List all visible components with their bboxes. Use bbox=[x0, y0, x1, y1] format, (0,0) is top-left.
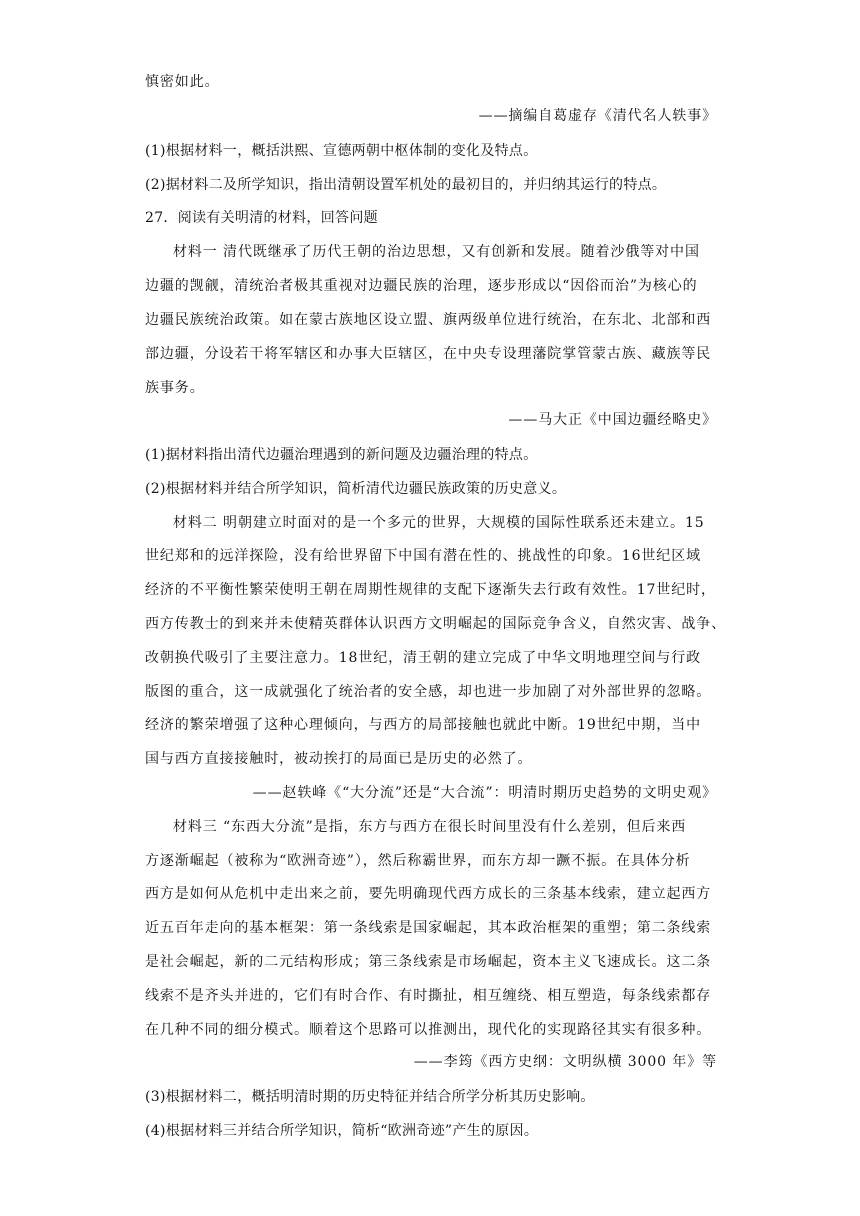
question-1: (1)根据材料一，概括洪熙、宣德两朝中枢体制的变化及特点。 bbox=[145, 143, 538, 159]
material-1-line: 部边疆，分设若干将军辖区和办事大臣辖区，在中央专设理藩院掌管蒙古族、藏族等民 bbox=[145, 346, 712, 362]
material-3-line: 西方是如何从危机中走出来之前，要先明确现代西方成长的三条基本线索，建立起西方 bbox=[145, 886, 712, 902]
material-3-source: ——李筠《西方史纲：文明纵横 3000 年》等 bbox=[413, 1054, 717, 1070]
material-1-line: 材料一 清代既继承了历代王朝的治边思想，又有创新和发展。随着沙俄等对中国 bbox=[173, 244, 700, 260]
material-2-source: ——赵轶峰《“大分流”还是“大合流”：明清时期历史趋势的文明史观》 bbox=[252, 785, 717, 801]
material-1-line: 族事务。 bbox=[145, 380, 205, 396]
material-2-line: 改朝换代吸引了主要注意力。18世纪，清王朝的建立完成了中华文明地理空间与行政 bbox=[145, 650, 702, 666]
material-2-line: 经济的繁荣增强了这种心理倾向，与西方的局部接触也就此中断。19世纪中期，当中 bbox=[145, 717, 702, 733]
material-3-line: 在几种不同的细分模式。顺着这个思路可以推测出，现代化的实现路径其实有很多种。 bbox=[145, 1022, 712, 1038]
material-2-line: 世纪郑和的远洋探险，没有给世界留下中国有潜在性的、挑战性的印象。16世纪区域 bbox=[145, 548, 702, 564]
material-3-line: 材料三 “东西大分流”是指，东方与西方在很长时间里没有什么差别，但后来西 bbox=[173, 819, 687, 835]
question-27-2: (2)根据材料并结合所学知识，简析清代边疆民族政策的历史意义。 bbox=[145, 481, 567, 497]
prev-material-tail: 慎密如此。 bbox=[145, 74, 220, 90]
question-27-1: (1)据材料指出清代边疆治理遇到的新问题及边疆治理的特点。 bbox=[145, 447, 538, 463]
material-3-line: 线索不是齐头并进的，它们有时合作、有时撕扯，相互缠绕、相互塑造，每条线索都存 bbox=[145, 988, 712, 1004]
material-2-line: 材料二 明朝建立时面对的是一个多元的世界，大规模的国际性联系还未建立。15 bbox=[173, 515, 705, 531]
material-3-line: 近五百年走向的基本框架：第一条线索是国家崛起，其本政治框架的重塑；第二条线索 bbox=[145, 920, 712, 936]
material-3-line: 方逐渐崛起（被称为“欧洲奇迹”），然后称霸世界，而东方却一蹶不振。在具体分析 bbox=[145, 853, 691, 869]
material-2-line: 国与西方直接接触时，被动挨打的局面已是历史的必然了。 bbox=[145, 751, 533, 767]
material-1-line: 边疆民族统治政策。如在蒙古族地区设立盟、旗两级单位进行统治，在东北、北部和西 bbox=[145, 312, 712, 328]
question-2: (2)据材料二及所学知识，指出清朝设置军机处的最初目的，并归纳其运行的特点。 bbox=[145, 177, 667, 193]
material-1-source: ——马大正《中国边疆经略史》 bbox=[508, 412, 717, 428]
prev-material-source: ——摘编自葛虚存《清代名人轶事》 bbox=[478, 108, 717, 124]
question-27-3: (3)根据材料二，概括明清时期的历史特征并结合所学分析其历史影响。 bbox=[145, 1089, 595, 1105]
material-2-line: 经济的不平衡性繁荣使明王朝在周期性规律的支配下逐渐失去行政有效性。17世纪时， bbox=[145, 582, 716, 598]
material-2-line: 西方传教士的到来并未使精英群体认识西方文明崛起的国际竞争含义，自然灾害、战争、 bbox=[145, 616, 727, 632]
question-27-4: (4)根据材料三并结合所学知识，简析“欧洲奇迹”产生的原因。 bbox=[145, 1123, 539, 1139]
question-27-title: 27．阅读有关明清的材料，回答问题 bbox=[145, 210, 378, 226]
material-2-line: 版图的重合，这一成就强化了统治者的安全感，却也进一步加剧了对外部世界的忽略。 bbox=[145, 684, 712, 700]
material-3-line: 是社会崛起，新的二元结构形成；第三条线索是市场崛起，资本主义飞速成长。这二条 bbox=[145, 954, 712, 970]
material-1-line: 边疆的觊觎，清统治者极其重视对边疆民族的治理，逐步形成以“因俗而治”为核心的 bbox=[145, 278, 698, 294]
